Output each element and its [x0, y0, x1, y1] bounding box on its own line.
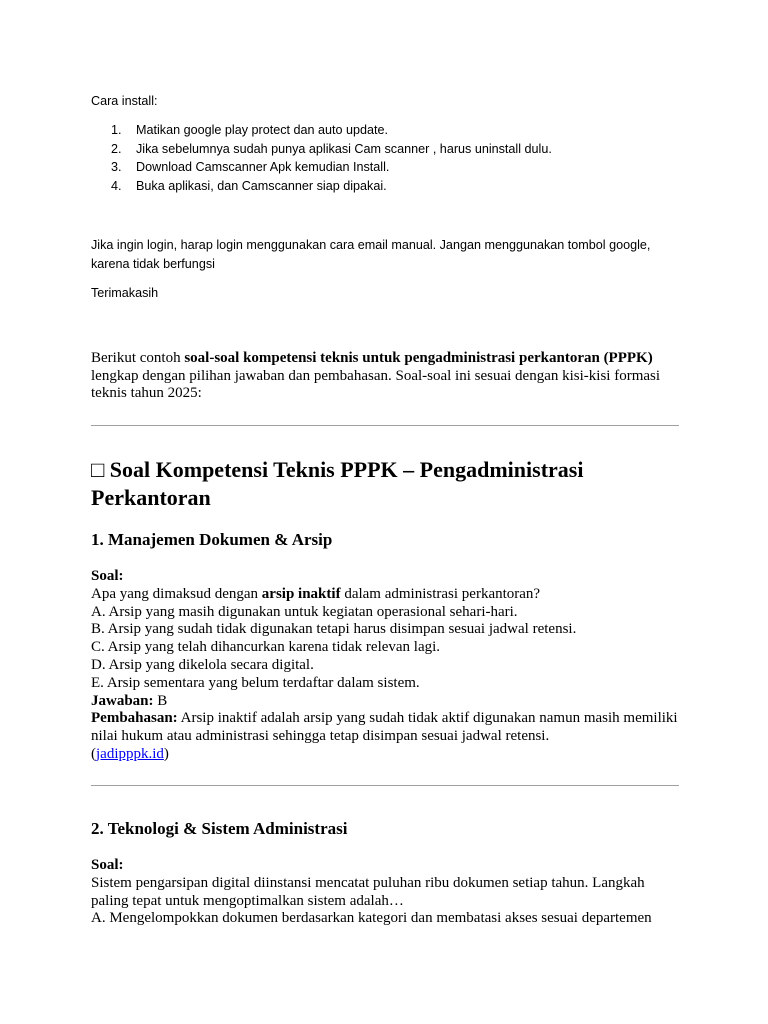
step-text: Download Camscanner Apk kemudian Install.	[136, 160, 390, 174]
intro-bold: soal-soal kompetensi teknis untuk pengadministrasi perkantoran (PPPK)	[184, 350, 653, 366]
intro-rest: lengkap dengan pilihan jawaban dan pembahasan. Soal-soal ini sesuai dengan kisi-kisi formasi teknis tahun 2025:	[91, 367, 661, 402]
divider	[91, 785, 679, 786]
option-b: B. Arsip yang sudah tidak digunakan tetapi harus disimpan sesuai jadwal retensi.	[91, 621, 577, 638]
source-link[interactable]: jadipppk.id	[96, 745, 164, 762]
section-heading: 1. Manajemen Dokumen & Arsip	[91, 530, 333, 549]
divider	[91, 425, 679, 426]
explanation-text: Arsip inaktif adalah arsip yang sudah tidak aktif digunakan namun masih memiliki nilai hukum atau administrasi sehingga tetap disimpan sesuai jadwal retensi.	[91, 710, 678, 745]
page-title: □ Soal Kompetensi Teknis PPPK – Pengadministrasi Perkantoran	[91, 457, 584, 510]
option-c: C. Arsip yang telah dihancurkan karena tidak relevan lagi.	[91, 639, 441, 656]
option-d: D. Arsip yang dikelola secara digital.	[91, 656, 314, 673]
install-step	[91, 121, 552, 140]
question-text	[91, 586, 679, 604]
question-text-before: Apa yang dimaksud dengan	[91, 585, 262, 602]
question-text: Sistem pengarsipan digital diinstansi mencatat puluhan ribu dokumen setiap tahun. Langkah paling tepat untuk mengoptimalkan sistem adalah…	[91, 874, 645, 909]
soal-label: Soal:	[91, 568, 124, 584]
option-a: A. Mengelompokkan dokumen berdasarkan kategori dan membatasi akses sesuai departemen	[91, 910, 652, 927]
install-step	[91, 158, 552, 177]
source-open: (	[91, 745, 96, 762]
option-e: E. Arsip sementara yang belum terdaftar dalam sistem.	[91, 674, 420, 691]
step-text: Jika sebelumnya sudah punya aplikasi Cam scanner , harus uninstall dulu.	[136, 141, 552, 156]
section-heading: 2. Teknologi & Sistem Administrasi	[91, 819, 348, 838]
step-number: 1.	[111, 123, 122, 137]
install-steps-list	[91, 121, 552, 195]
option-a: A. Arsip yang masih digunakan untuk kegiatan operasional sehari-hari.	[91, 603, 518, 620]
intro-lead: Berikut contoh	[91, 350, 185, 366]
step-text: Buka aplikasi, dan Camscanner siap dipakai.	[136, 178, 387, 193]
explanation	[91, 710, 679, 763]
answer-line	[91, 693, 679, 711]
step-text: Matikan google play protect dan auto update.	[136, 123, 389, 137]
intro-paragraph	[91, 350, 679, 403]
step-number: 2.	[111, 141, 122, 156]
question-text-after: dalam administrasi perkantoran?	[340, 585, 541, 602]
install-title: Cara install:	[91, 94, 158, 108]
install-step	[91, 177, 552, 196]
soal-label: Soal:	[91, 857, 124, 873]
step-number: 3.	[111, 160, 122, 174]
answer-label: Jawaban:	[91, 692, 154, 709]
question-block	[91, 568, 679, 764]
login-note: Jika ingin login, harap login menggunakan cara email manual. Jangan menggunakan tombol google, karena tidak berfungsi	[91, 238, 651, 271]
step-number: 4.	[111, 178, 122, 193]
question-block	[91, 857, 679, 928]
install-step	[91, 140, 552, 159]
answer-value: B	[153, 692, 168, 709]
thanks-text: Terimakasih	[91, 286, 159, 300]
source-close: )	[163, 745, 169, 762]
explanation-label: Pembahasan:	[91, 710, 178, 727]
question-keyword: arsip inaktif	[261, 585, 341, 602]
